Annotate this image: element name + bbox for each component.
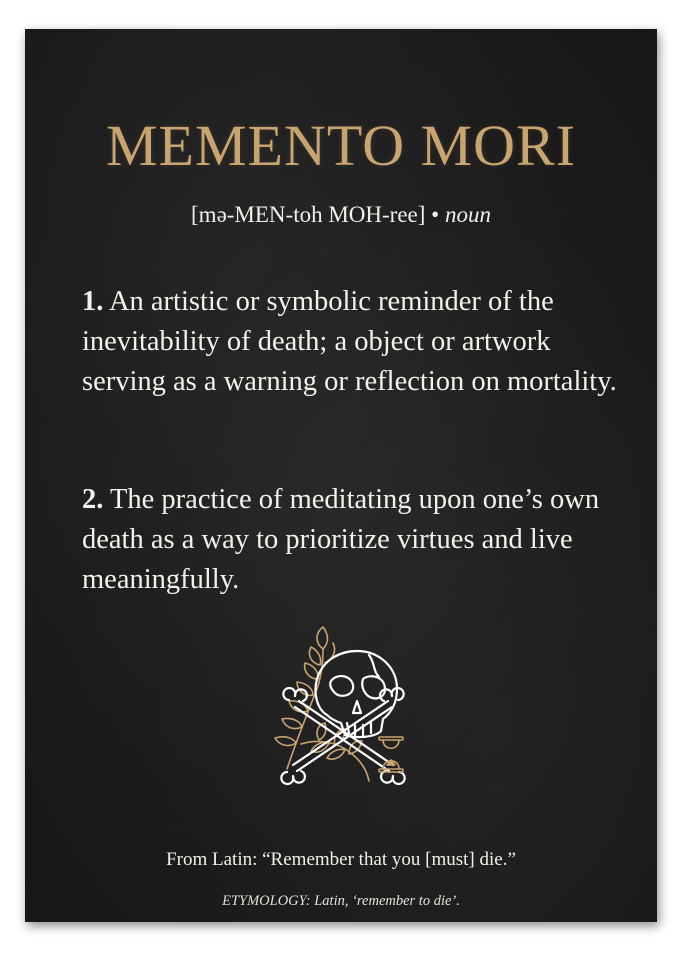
pronunciation-line xyxy=(25,201,657,229)
skull-crossbones-laurel-hourglass-icon xyxy=(257,619,427,794)
origin-note: From Latin: “Remember that you [must] die.” xyxy=(166,849,516,870)
definition-2 xyxy=(82,480,622,600)
definition-text: An artistic or symbolic reminder of the inevitability of death; a object or artwork serving as a warning or reflection on mortality. xyxy=(82,286,617,397)
pronunciation: [mə-MEN-toh MOH-ree] xyxy=(191,202,426,227)
part-of-speech: noun xyxy=(444,202,491,227)
definition-text: The practice of meditating upon one’s own death as a way to prioritize virtues and live meaningfully. xyxy=(82,484,600,595)
definition-1 xyxy=(82,282,622,402)
definition-number: 1. xyxy=(82,286,104,317)
page-title: MEMENTO MORI xyxy=(105,113,577,178)
poster xyxy=(25,29,657,922)
separator: • xyxy=(431,202,440,227)
etymology-note: ETYMOLOGY: Latin, ‘remember to die’. xyxy=(222,893,460,909)
definition-number: 2. xyxy=(82,484,104,515)
